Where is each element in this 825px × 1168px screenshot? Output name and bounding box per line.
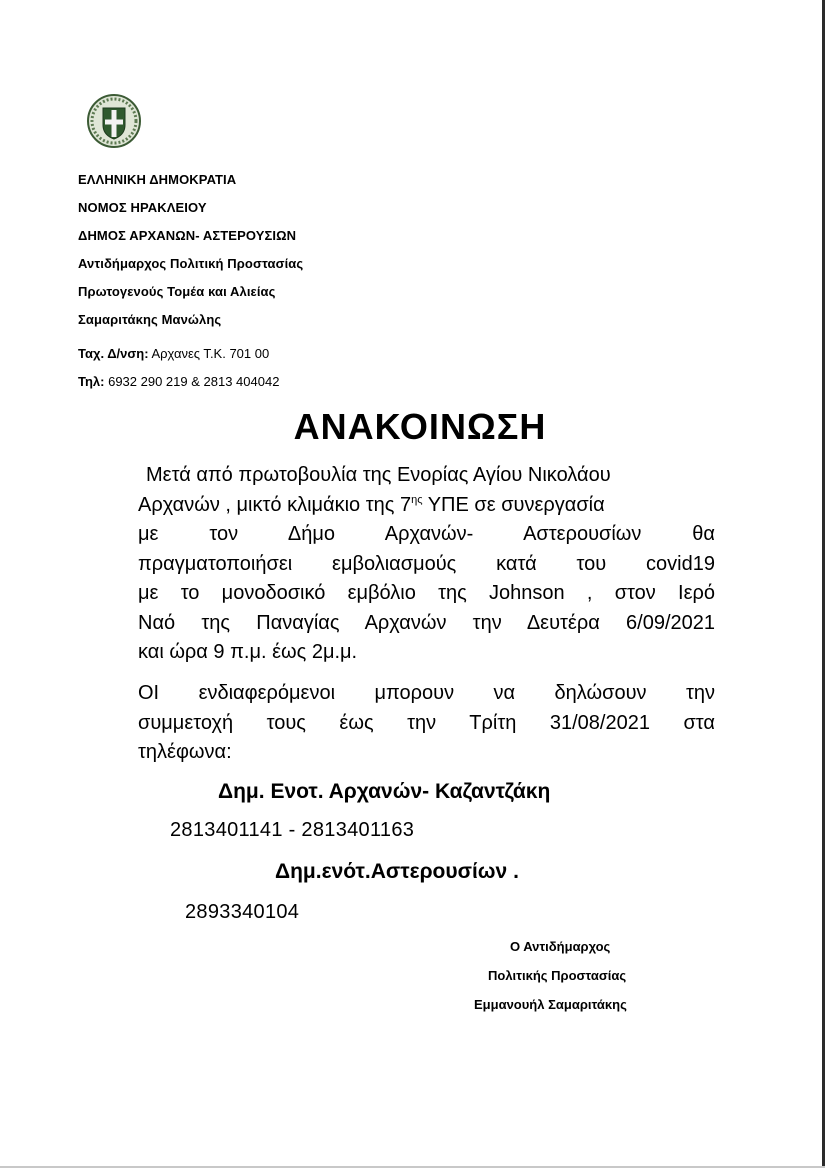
header-line: Σαμαριτάκης Μανώλης [78,312,222,327]
header-line: ΕΛΛΗΝΙΚΗ ΔΗΜΟΚΡΑΤΙΑ [78,172,237,187]
paragraph-line: Ναό της Παναγίας Αρχανών την Δευτέρα 6/09/2021 [138,611,715,634]
header-line: Πρωτογενούς Τομέα και Αλιείας [78,284,276,299]
phone-line [78,374,279,389]
paragraph-text: ΥΠΕ σε συνεργασία [422,493,605,516]
paragraph-line: Μετά από πρωτοβουλία της Ενορίας Αγίου Νικολάου [146,464,611,486]
signature-line: Ο Αντιδήμαρχος [510,939,611,954]
unit-phone: 2813401141 - 2813401163 [170,819,415,841]
address-label: Ταχ. Δ/νση: [78,346,149,361]
announcement-title: ΑΝΑΚΟΙΝΩΣΗ [293,406,547,447]
paragraph-line [138,491,715,521]
unit-phone: 2893340104 [185,901,300,923]
address-value: Αρχανες Τ.Κ. 701 00 [148,346,270,361]
paragraph-line: με το μονοδοσικό εμβόλιο της Johnson , στον Ιερό [138,582,715,604]
paragraph-line: και ώρα 9 π.μ. έως 2μ.μ. [138,641,358,663]
header-line: ΝΟΜΟΣ ΗΡΑΚΛΕΙΟΥ [78,200,207,215]
registration-paragraph [138,679,715,768]
phone-value: 6932 290 219 & 2813 404042 [104,374,280,389]
paragraph-line: με τον Δήμο Αρχανών- Αστερουσίων θα [138,523,715,545]
unit-name: Δημ. Ενοτ. Αρχανών- Καζαντζάκη [218,780,551,803]
paragraph-text: Αρχανών , μικτό κλιμάκιο της 7 [138,493,412,516]
unit-name: Δημ.ενότ.Αστερουσίων . [275,860,519,883]
announcement-paragraph [138,461,715,668]
phone-label: Τηλ: [78,374,105,389]
paragraph-line: τηλέφωνα: [138,741,232,763]
greek-coat-of-arms-icon [86,93,142,149]
address-line [78,346,269,361]
signature-line: Εμμανουήλ Σαμαριτάκης [474,997,627,1012]
paragraph-line: ΟΙ ενδιαφερόμενοι μπορουν να δηλώσουν την [138,682,715,704]
header-line: ΔΗΜΟΣ ΑΡΧΑΝΩΝ- ΑΣΤΕΡΟΥΣΙΩΝ [78,228,297,243]
superscript: ης [411,493,423,506]
signature-line: Πολιτικής Προστασίας [488,968,627,983]
paragraph-line: πραγματοποιήσει εμβολιασμούς κατά του covid19 [138,552,715,575]
paragraph-line: συμμετοχή τους έως την Τρίτη 31/08/2021 στα [138,711,715,734]
header-line: Αντιδήμαρχος Πολιτική Προστασίας [78,256,304,271]
